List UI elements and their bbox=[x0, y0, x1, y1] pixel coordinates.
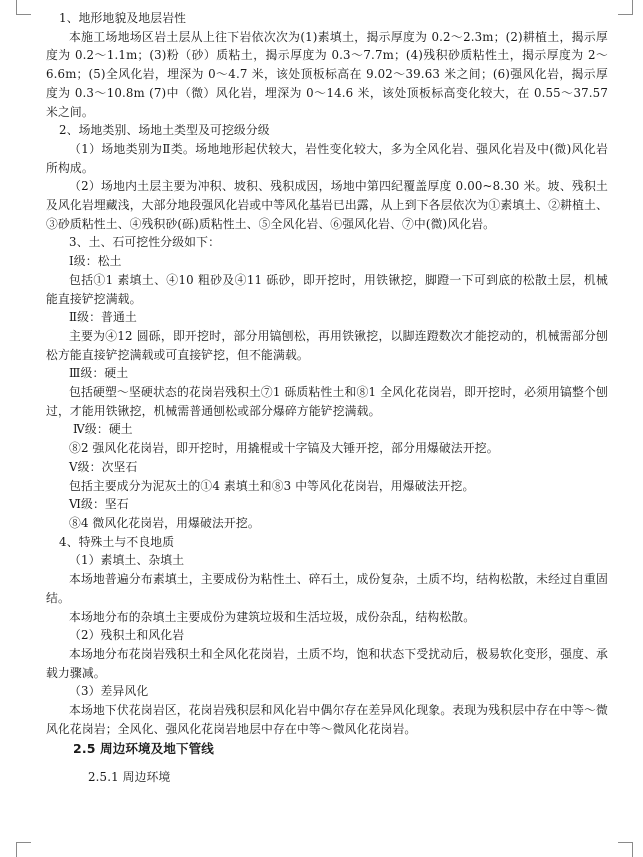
crop-mark-bottom-right bbox=[618, 842, 633, 857]
grade-1-label: Ⅰ级：松土 bbox=[69, 254, 122, 269]
grade-6-label: Ⅵ级：坚石 bbox=[69, 497, 129, 512]
grade-5-body: 包括主要成分为泥灰土的①4 素填土和⑧3 中等风化花岗岩，用爆破法开挖。 bbox=[69, 478, 475, 493]
document-body bbox=[46, 9, 608, 787]
heading-2-5: 2.5 周边环境及地下管线 bbox=[73, 741, 214, 757]
grade-3-body: 包括硬塑～坚硬状态的花岗岩残积土⑦1 砾质粘性土和⑧1 全风化花岗岩，即开挖时，必须用镐整个刨过，才能用铁锹挖，机械需普通刨松或部分爆碎方能铲挖满载。 bbox=[46, 385, 608, 418]
section-4-1-paragraph-2: 本场地分布的杂填土主要成份为建筑垃圾和生活垃圾，成份杂乱，结构松散。 bbox=[69, 609, 476, 624]
grade-4-label: Ⅳ级：硬土 bbox=[73, 422, 133, 437]
section-4-1-title: （1）素填土、杂填土 bbox=[69, 553, 185, 568]
grade-4-body: ⑧2 强风化花岗岩，即开挖时，用撬棍或十字镐及大锤开挖，部分用爆破法开挖。 bbox=[69, 441, 499, 456]
grade-6-body: ⑧4 微风化花岗岩，用爆破法开挖。 bbox=[69, 515, 260, 530]
grade-3-label: Ⅲ级：硬土 bbox=[69, 366, 129, 381]
section-4-3-title: （3）差异风化 bbox=[69, 684, 149, 699]
section-2-paragraph-2: （2）场地内土层主要为冲积、坡积、残积成因，场地中第四纪覆盖厚度 0.00~8.30 米。坡、残积土及风化岩埋藏浅，大部分地段强风化岩或中等风化基岩已出露，从上到下各层依次为①素填土、②耕植土、③砂质粘性土、④残积砂(砾)质粘性土、⑤全风化岩、⑥强风化岩、⑦中(微)风化岩。 bbox=[46, 179, 608, 231]
grade-2-label: Ⅱ级：普通土 bbox=[69, 310, 137, 325]
section-2-paragraph-1: （1）场地类别为Ⅱ类。场地地形起伏较大，岩性变化较大，多为全风化岩、强风化岩及中(微)风化岩所构成。 bbox=[46, 141, 608, 175]
section-4-1-paragraph-1: 本场地普遍分布素填土，主要成份为粘性土、碎石土，成份复杂，土质不均，结构松散，未经过自重固结。 bbox=[46, 572, 608, 605]
section-2-title: 2、场地类别、场地土类型及可挖级分级 bbox=[59, 123, 270, 138]
crop-mark-top-right bbox=[618, 0, 633, 15]
section-4-3-body: 本场地下伏花岗岩区，花岗岩残积层和风化岩中偶尔存在差异风化现象。表现为残积层中存在中等～微风化花岗岩；全风化、强风化花岗岩地层中存在中等～微风化花岗岩。 bbox=[46, 703, 608, 736]
grade-2-body: 主要为④12 圆砾，即开挖时，部分用镐刨松，再用铁锹挖，以脚连蹬数次才能挖动的，机械需部分刨松方能直接铲挖满载或可直接铲挖，但不能满载。 bbox=[46, 328, 608, 362]
section-4-title: 4、特殊土与不良地质 bbox=[59, 534, 175, 549]
section-3-title: 3、土、石可挖性分级如下： bbox=[69, 235, 221, 250]
grade-1-body: 包括①1 素填土、④10 粗砂及④11 砾砂，即开挖时，用铁锹挖，脚蹬一下可到底的松散土层，机械能直接铲挖满载。 bbox=[46, 272, 608, 306]
section-1-body: 本施工场地场区岩土层从上往下岩依次次为(1)素填土，揭示厚度为 0.2～2.3m；(2)耕植土，揭示厚度为 0.2～1.1m；(3)粉（砂）质粘土，揭示厚度为 0.3～7.7m；(4)残积砂质粘性土，揭示厚度为 2～6.6m；(5)全风化岩，埋深为 0～4.7 米，该处顶板标高在 9.02～39.63 米之间；(6)强风化岩，揭示厚度为 0.3～10.8m (7)中（微）风化岩，埋深为 0～14.6 米，该处顶板标高变化较大，在 0.55～37.57 米之间。 bbox=[46, 29, 608, 119]
crop-mark-bottom-left bbox=[16, 842, 31, 857]
section-1-title: 1、地形地貌及地层岩性 bbox=[59, 11, 187, 25]
grade-5-label: Ⅴ级：次坚石 bbox=[69, 459, 138, 474]
crop-mark-top-left bbox=[16, 0, 31, 15]
section-4-2-body: 本场地分布花岗岩残积土和全风化花岗岩，土质不均，饱和状态下受扰动后，极易软化变形，强度、承载力骤减。 bbox=[46, 646, 608, 680]
section-4-2-title: （2）残积土和风化岩 bbox=[69, 628, 185, 643]
heading-2-5-1: 2.5.1 周边环境 bbox=[88, 770, 171, 785]
